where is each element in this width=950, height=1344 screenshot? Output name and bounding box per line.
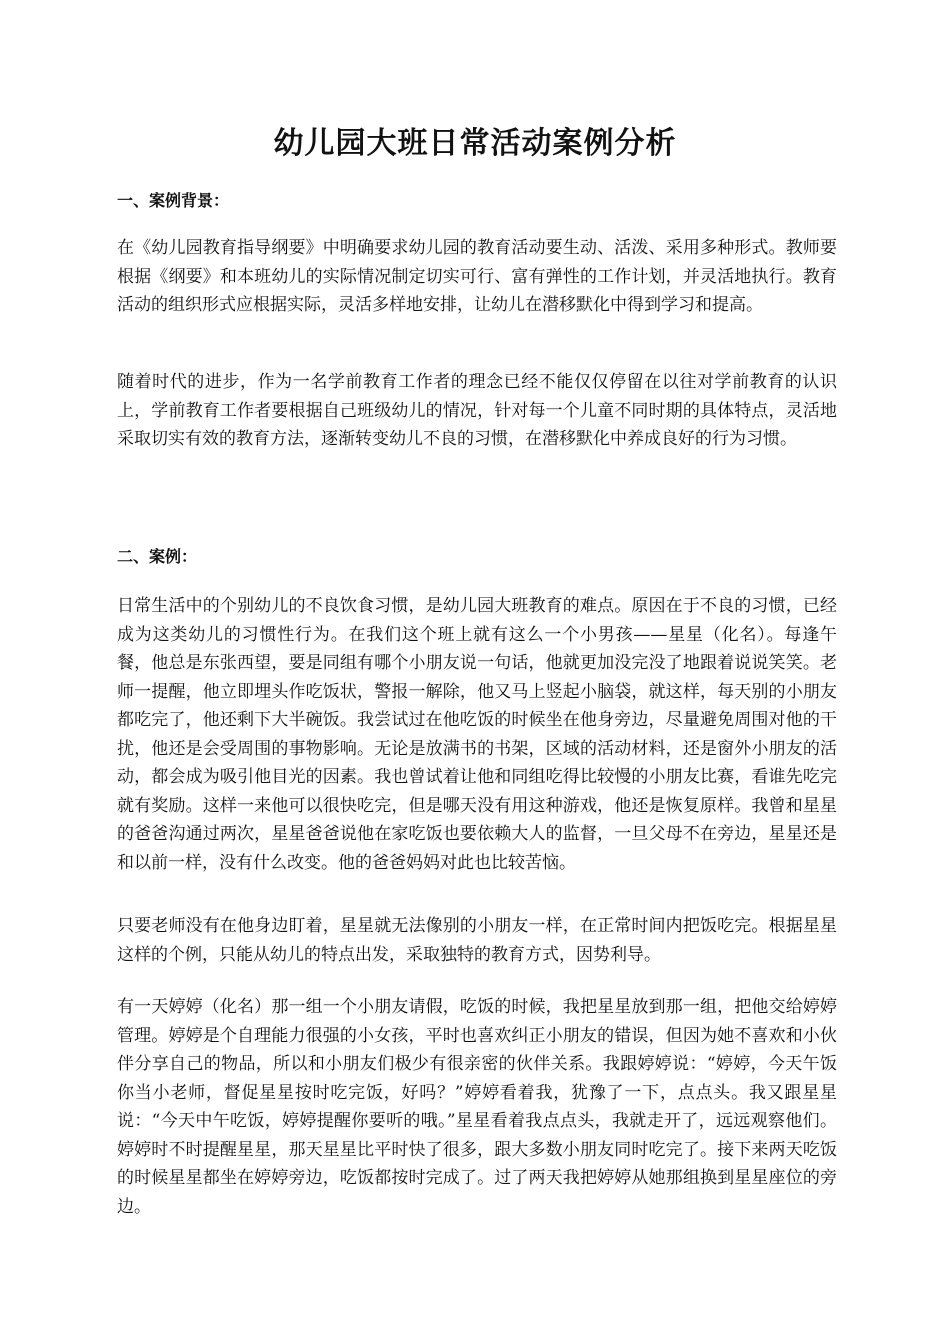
paragraph: 在《幼儿园教育指导纲要》中明确要求幼儿园的教育活动要生动、活泼、采用多种形式。教师要根据《纲要》和本班幼儿的实际情况制定切实可行、富有弹性的工作计划，并灵活地执行。教育活动的组织形式应根据实际，灵活多样地安排，让幼儿在潜移默化中得到学习和提高。 [117, 238, 837, 315]
paragraph: 日常生活中的个别幼儿的不良饮食习惯，是幼儿园大班教育的难点。原因在于不良的习惯，已经成为这类幼儿的习惯性行为。在我们这个班上就有这么一个小男孩——星星（化名）。每逢午餐，他总是东张西望，要是同组有哪个小朋友说一句话，他就更加没完没了地跟着说说笑笑。老师一提醒，他立即埋头作吃饭状，警报一解除，他又马上竖起小脑袋，就这样，每天别的小朋友都吃完了，他还剩下大半碗饭。我尝试过在他吃饭的时候坐在他身旁边，尽量避免周围对他的干扰，他还是会受周围的事物影响。无论是放满书的书架，区域的活动材料，还是窗外小朋友的活动，都会成为吸引他目光的因素。我也曾试着让他和同组吃得比较慢的小朋友比赛，看谁先吃完就有奖励。这样一来他可以很快吃完，但是哪天没有用这种游戏，他还是恢复原样。我曾和星星的爸爸沟通过两次，星星爸爸说他在家吃饭也要依赖大人的监督，一旦父母不在旁边，星星还是和以前一样，没有什么改变。他的爸爸妈妈对此也比较苦恼。 [117, 596, 837, 873]
section-heading-case: 二、案例： [117, 547, 198, 566]
paragraph: 只要老师没有在他身边盯着，星星就无法像别的小朋友一样，在正常时间内把饭吃完。根据星星这样的个例，只能从幼儿的特点出发，采取独特的教育方式，因势利导。 [117, 916, 837, 965]
section-heading-background: 一、案例背景： [117, 191, 230, 210]
document-title: 幼儿园大班日常活动案例分析 [273, 126, 677, 161]
paragraph: 随着时代的进步，作为一名学前教育工作者的理念已经不能仅仅停留在以往对学前教育的认识上，学前教育工作者要根据自己班级幼儿的情况，针对每一个儿童不同时期的具体特点，灵活地采取切实有效的教育方法，逐渐转变幼儿不良的习惯，在潜移默化中养成良好的行为习惯。 [117, 372, 837, 449]
paragraph: 有一天婷婷（化名）那一组一个小朋友请假，吃饭的时候，我把星星放到那一组，把他交给婷婷管理。婷婷是个自理能力很强的小女孩，平时也喜欢纠正小朋友的错误，但因为她不喜欢和小伙伴分享自己的物品，所以和小朋友们极少有很亲密的伙伴关系。我跟婷婷说：“婷婷，今天午饭你当小老师，督促星星按时吃完饭，好吗？”婷婷看着我，犹豫了一下，点点头。我又跟星星说：“今天中午吃饭，婷婷提醒你要听的哦。”星星看着我点点头，我就走开了，远远观察他们。婷婷时不时提醒星星，那天星星比平时快了很多，跟大多数小朋友同时吃完了。接下来两天吃饭的时候星星都坐在婷婷旁边，吃饭都按时完成了。过了两天我把婷婷从她那组换到星星座位的旁边。 [117, 997, 837, 1217]
